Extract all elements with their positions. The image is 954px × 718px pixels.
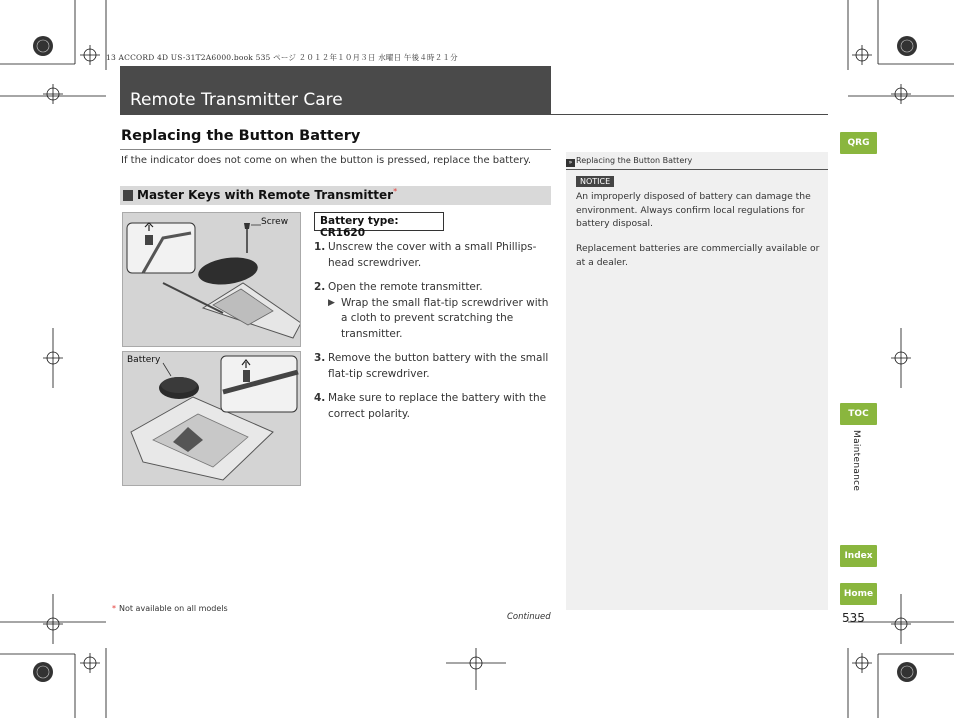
step-2-note: ▶ Wrap the small flat-tip screwdriver with a cloth to prevent scratching the transmitter. xyxy=(328,296,549,340)
battery-label: Battery xyxy=(127,355,161,365)
double-chevron-icon: » xyxy=(566,159,575,167)
page-title-bar xyxy=(120,66,551,114)
step-text: Open the remote transmitter. xyxy=(328,281,483,293)
step-1: 1. Unscrew the cover with a small Phillips-head screwdriver. xyxy=(314,241,537,269)
side-ref-heading: » Replacing the Button Battery xyxy=(566,156,692,167)
step-2: 2. Open the remote transmitter. ▶ Wrap the small flat-tip screwdriver with a cloth to prevent scratching the transmitter. xyxy=(314,280,554,342)
notice-text: An improperly disposed of battery can damage the environment. Always confirm local regulations for battery disposal. xyxy=(576,191,811,229)
step-4: 4. Make sure to replace the battery with the correct polarity. xyxy=(314,392,547,420)
battery-drawing xyxy=(123,352,301,486)
section-divider xyxy=(120,149,551,150)
illustration-unscrew-cover xyxy=(122,212,301,347)
step-text: Make sure to replace the battery with the correct polarity. xyxy=(328,392,547,420)
step-text: Unscrew the cover with a small Phillips-head screwdriver. xyxy=(328,241,537,269)
replacement-note: Replacement batteries are commercially available or at a dealer. xyxy=(576,243,820,268)
square-bullet-icon xyxy=(123,190,133,201)
key-fob-drawing xyxy=(123,213,301,347)
page-number: 535 xyxy=(842,611,865,625)
page-title: Remote Transmitter Care xyxy=(130,90,343,110)
step-3: 3. Remove the button battery with the small flat-tip screwdriver. xyxy=(314,352,549,380)
footnote-star: * xyxy=(112,604,116,613)
subsection-title: Master Keys with Remote Transmitter* xyxy=(137,187,398,202)
screw-label: Screw xyxy=(261,217,289,227)
battery-type-box: Battery type: CR1620 xyxy=(314,212,444,231)
subsection-bar xyxy=(120,186,551,205)
chapter-label: Maintenance xyxy=(851,430,861,492)
step-text: Remove the button battery with the small flat-tip screwdriver. xyxy=(328,352,549,380)
toc-button[interactable]: TOC xyxy=(840,403,877,425)
side-notes-panel xyxy=(566,152,828,610)
continued-label: Continued xyxy=(507,612,551,622)
qrg-button[interactable]: QRG xyxy=(840,132,877,154)
home-button[interactable]: Home xyxy=(840,583,877,605)
footnote: * Not available on all models xyxy=(112,604,228,613)
illustration-remove-battery xyxy=(122,351,301,486)
section-title: Replacing the Button Battery xyxy=(121,128,361,144)
index-button[interactable]: Index xyxy=(840,545,877,567)
side-ref-divider xyxy=(566,169,828,170)
section-intro: If the indicator does not come on when the button is pressed, replace the battery. xyxy=(121,155,532,166)
steps-list xyxy=(314,240,554,431)
footnote-marker[interactable]: * xyxy=(393,187,398,196)
print-header: 13 ACCORD 4D US-31T2A6000.book 535 ページ ２０１２年１０月３日 水曜日 午後４時２１分 xyxy=(106,53,458,62)
triangle-right-icon: ▶ xyxy=(328,297,335,308)
title-divider xyxy=(120,114,828,115)
notice-badge: NOTICE xyxy=(576,176,614,187)
